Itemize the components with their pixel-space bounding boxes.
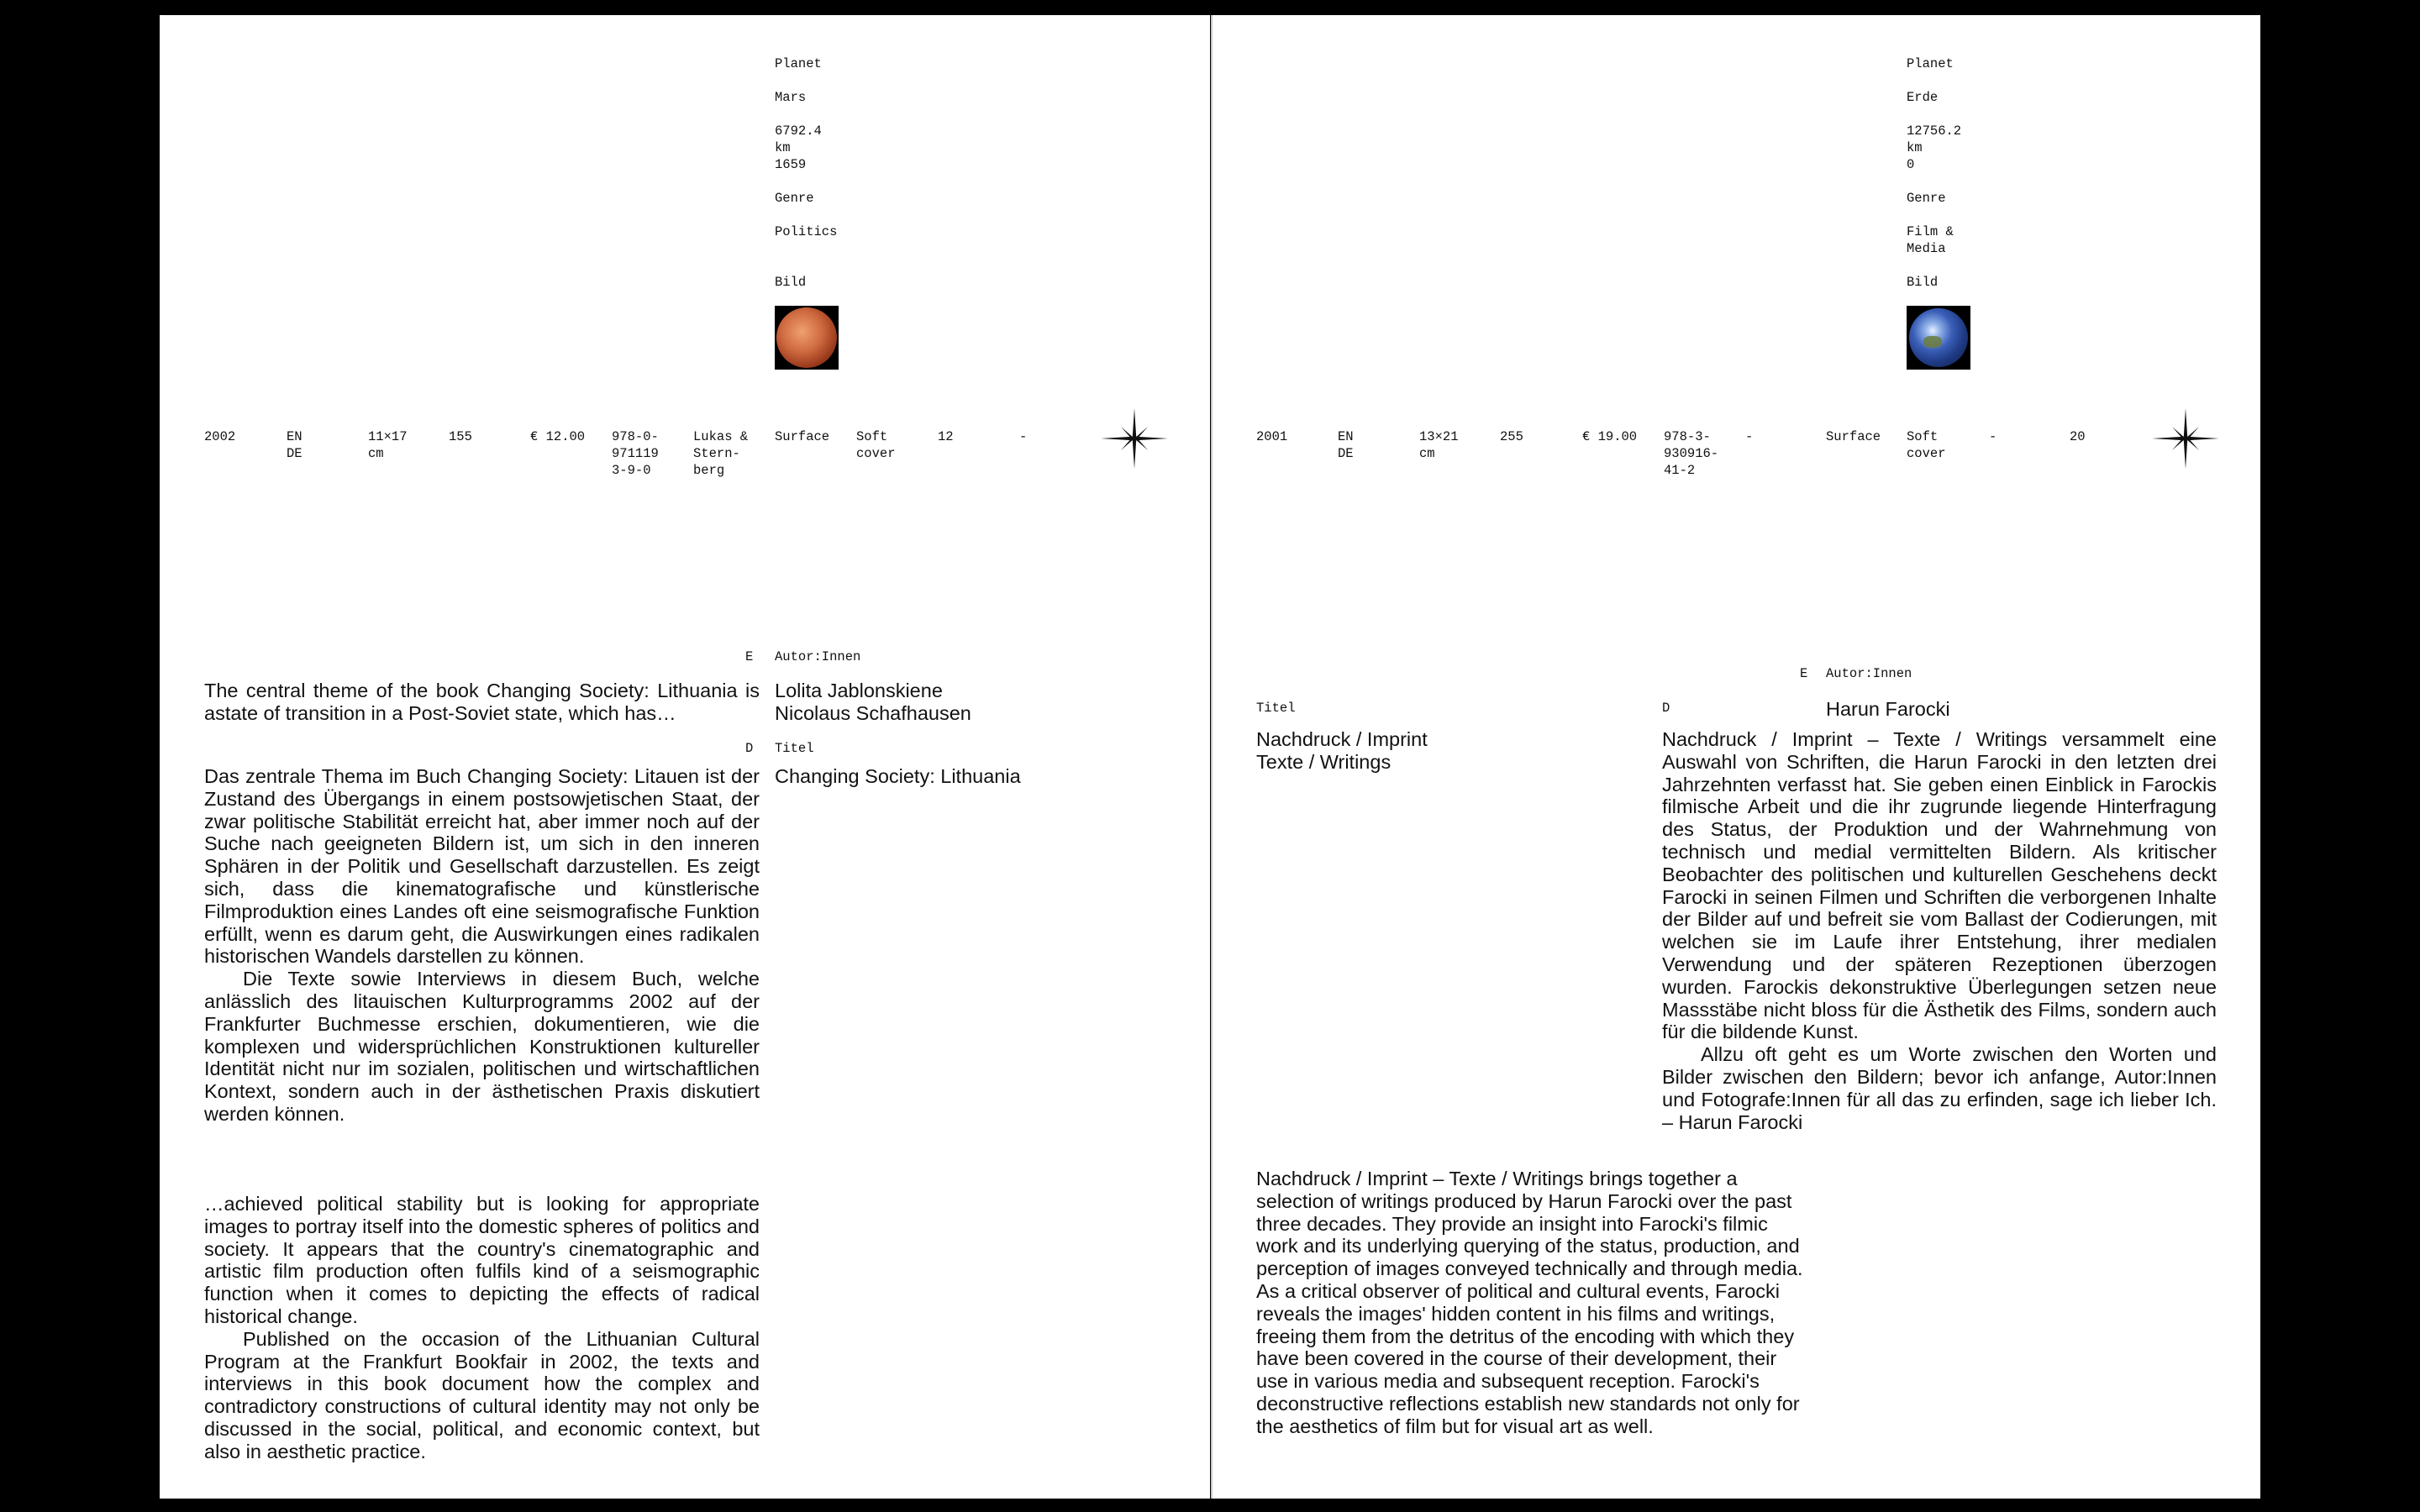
row-year: 2001 [1256, 429, 1288, 444]
german-paragraph-2: Allzu oft geht es um Worte zwischen den Worten und Bilder zwischen den Bildern; bevor ich anfange, Autor:Innen und Fotografe:Innen für all das zu erfinden, sage ich lieber Ich. – Harun Farocki [1662, 1043, 2217, 1133]
mars-planet-photo [775, 306, 839, 370]
row-shipping: Surface [775, 429, 830, 444]
authors-label: Autor:Innen [775, 649, 861, 664]
german-paragraph-1: Das zentrale Thema im Buch Changing Society: Litauen ist der Zustand des Übergangs in einem postsowjetischen Staat, der zwar politische Stabilität erreicht hat, aber immer noch auf der Suche nach geeigneten Bildern ist, um sich in den inneren Sphären in der Politik und Gesellschaft darzustellen. Es zeigt sich, dass die kinematografische und künstlerische Filmproduktion eines Landes oft eine seismografische Funktion erfüllt, wenn es darum geht, die Auswirkungen eines radikalen historischen Wandels darstellen zu können. [204, 765, 760, 968]
planet-diameter: 6792.4 km 1659 [775, 123, 822, 172]
authors: Harun Farocki [1826, 698, 1950, 720]
row-publisher: - [1745, 429, 1754, 444]
german-text [204, 765, 760, 1126]
four-point-star-icon [1101, 408, 1168, 469]
planet-label: Planet [1907, 56, 1954, 71]
row-pages: 255 [1500, 429, 1523, 444]
meta-sidebar [775, 55, 867, 291]
left-page [160, 15, 1210, 1499]
image-label: Bild [1907, 275, 1939, 290]
book-title: Nachdruck / Imprint Texte / Writings [1256, 728, 1428, 773]
row-price: € 19.00 [1582, 429, 1638, 444]
meta-sidebar [1907, 55, 1999, 291]
english-teaser-text: The central theme of the book Changing Society: Lithuania is astate of transition in a Post-Soviet state, which has… [204, 680, 760, 724]
row-pages: 155 [449, 429, 472, 444]
row-count-a: 12 [938, 429, 954, 444]
authors-label: Autor:Innen [1826, 666, 1912, 681]
english-paragraph-1: …achieved political stability but is looking for appropriate images to portray itself into the domestic spheres of politics and society. It appears that the country's cinematographic and artistic film production often fulfils kind of a seismographic function when it comes to depicting the effects of radical historical change. [204, 1193, 760, 1327]
lang-marker-d: D [1662, 701, 1670, 716]
authors: Lolita Jablonskiene Nicolaus Schafhausen [775, 680, 971, 724]
genre-value: Politics [775, 224, 838, 239]
german-paragraph-1: Nachdruck / Imprint – Texte / Writings versammelt eine Auswahl von Schriften, die Harun Farocki in den letzten drei Jahrzehnten verfasst hat. Sie geben einen Einblick in Farockis filmische Arbeit und die ihr zugrunde liegende Hinterfragung des Status, der Produktion und der Wahrnehmung von technisch und medial vermittelten Bildern. Als kritischer Beobachter des politischen und kulturellen Geschehens deckt Farocki in seinen Filmen und Schriften die verborgenen Inhalte der Bilder auf und befreit sie vom Ballast der Codierungen, mit welchen sie im Laufe ihrer Entstehung, ihrer medialen Verwendung und der späteren Rezeptionen überzogen wurden. Farockis dekonstruktive Überlegungen setzen neue Massstäbe nicht bloss für die Ästhetik des Films, sondern auch für die bildende Kunst. [1662, 728, 2217, 1043]
image-label: Bild [775, 275, 807, 290]
genre-label: Genre [775, 191, 814, 206]
four-point-star-icon [2152, 408, 2219, 469]
row-binding: Soft cover [1907, 429, 1946, 461]
title-label: Titel [1256, 701, 1296, 716]
row-binding: Soft cover [856, 429, 896, 461]
row-isbn: 978-3- 930916- 41-2 [1664, 429, 1719, 478]
row-count-b: 20 [2070, 429, 2086, 444]
row-languages: EN DE [287, 429, 302, 461]
row-languages: EN DE [1338, 429, 1354, 461]
earth-planet-photo [1907, 306, 1970, 370]
planet-name: Mars [775, 90, 807, 105]
english-text [204, 1193, 760, 1463]
english-paragraph-2: Published on the occasion of the Lithuanian Cultural Program at the Frankfurt Bookfair in 2002, the texts and interviews in this book document how the complex and contradictory constructions of cultural identity may not only be discussed in the social, political, and economic context, but also in aesthetic practice. [204, 1327, 760, 1462]
english-teaser [204, 680, 760, 725]
english-text [1256, 1168, 1811, 1438]
row-count-a: - [1989, 429, 1997, 444]
right-page [1211, 15, 2260, 1499]
german-text [1662, 728, 2217, 1133]
lang-marker-e: E [1800, 666, 1808, 681]
german-paragraph-2: Die Texte sowie Interviews in diesem Buch, welche anlässlich des litauischen Kulturprogramms 2002 auf der Frankfurter Buchmesse erschien, dokumentieren, wie die komplexen und widersprüchlichen Konstruktionen kultureller Identität nicht nur im sozialen, politischen und wirtschaftlichen Kontext, sondern auch in der ästhetischen Praxis diskutiert werden können. [204, 968, 760, 1125]
english-paragraph-1: Nachdruck / Imprint – Texte / Writings brings together a selection of writings produced by Harun Farocki over the past three decades. They provide an insight into Farocki's filmic work and its underlying querying of the status, production, and perception of images conveyed technically and through media. As a critical observer of political and cultural events, Farocki reveals the images' hidden content in his films and writings, freeing them from the detritus of the encoding with which they have been covered in the course of their development, their use in various media and subsequent reception. Farocki's deconstructive reflections establish new standards not only for the aesthetics of film but for visual art as well. [1256, 1168, 1803, 1437]
genre-label: Genre [1907, 191, 1946, 206]
row-format: 13×21 cm [1419, 429, 1459, 461]
lang-marker-e: E [745, 649, 754, 664]
book-title: Changing Society: Lithuania [775, 765, 1021, 787]
planet-diameter: 12756.2 km 0 [1907, 123, 1962, 172]
title-label: Titel [775, 741, 814, 756]
row-publisher: Lukas & Stern- berg [693, 429, 749, 478]
row-shipping: Surface [1826, 429, 1881, 444]
planet-name: Erde [1907, 90, 1939, 105]
row-format: 11×17 cm [368, 429, 408, 461]
row-count-b: - [1019, 429, 1028, 444]
genre-value: Film & Media [1907, 224, 1954, 256]
row-year: 2002 [204, 429, 236, 444]
row-isbn: 978-0- 971119 3-9-0 [612, 429, 659, 478]
row-price: € 12.00 [530, 429, 586, 444]
lang-marker-d: D [745, 741, 754, 756]
planet-label: Planet [775, 56, 822, 71]
